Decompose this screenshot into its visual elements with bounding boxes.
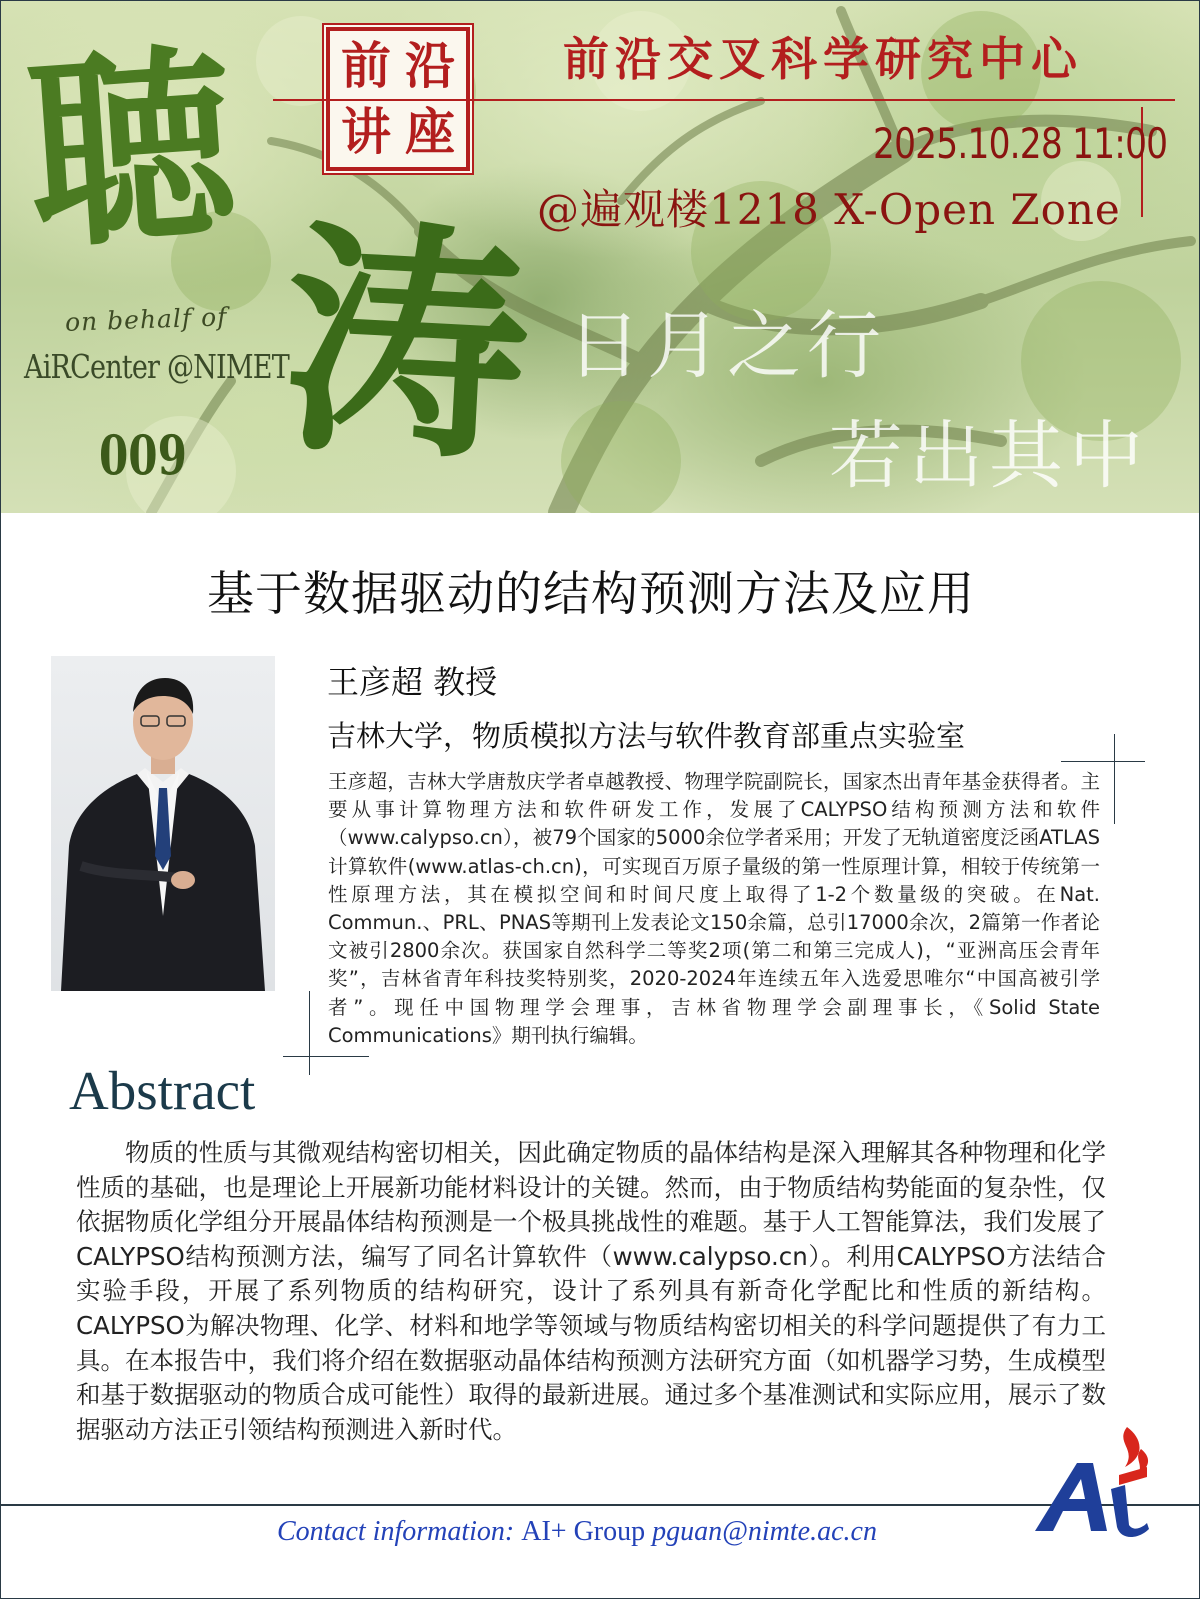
contact-label: Contact information: [277, 1516, 515, 1547]
contact-info [277, 1516, 877, 1548]
calligraphy-char-tao: 涛 [275, 194, 536, 496]
divider-line [273, 99, 1175, 101]
crosshair-decoration-h [1061, 761, 1145, 762]
organization-title: 前沿交叉科学研究中心 [563, 32, 1083, 86]
on-behalf-text: on behalf of [64, 302, 228, 337]
event-venue: @遍观楼1218 X-Open Zone [537, 185, 1121, 234]
center-name: AiRCenter @NIMET [24, 347, 289, 386]
speaker-name: 王彦超 教授 [327, 663, 498, 701]
seal-char: 前 [341, 36, 391, 95]
poem-line-2: 若出其中 [829, 413, 1149, 499]
speaker-photo [51, 656, 275, 991]
speaker-affiliation: 吉林大学，物质模拟方法与软件教育部重点实验室 [327, 719, 966, 753]
poem-line-1: 日月之行 [567, 303, 887, 389]
seal-char: 座 [405, 102, 455, 161]
speaker-bio: 王彦超，吉林大学唐敖庆学者卓越教授、物理学院副院长，国家杰出青年基金获得者。主要从事计算物理方法和软件研发工作，发展了CALYPSO结构预测方法和软件（www.calypso.cn），被79个国家的5000余位学者采用；开发了无轨道密度泛函ATLAS计算软件(www.atlas-ch.cn)，可实现百万原子量级的第一性原理计算，相较于传统第一性原理方法，其在模拟空间和时间尺度上取得了1-2个数量级的突破。在Nat. Commun.、PRL、PNAS等期刊上发表论文150余篇，总引17000余次，2篇第一作者论文被引2800余次。获国家自然科学二等奖2项(第二和第三完成人)，“亚洲高压会青年奖”，吉林省青年科技奖特别奖，2020-2024年连续五年入选爱思唯尔“中国高被引学者”。现任中国物理学会理事，吉林省物理学会副理事长，《Solid State Communications》期刊执行编辑。 [328, 770, 1100, 1047]
issue-number: 009 [99, 423, 187, 487]
header-banner [1, 1, 1199, 513]
speaker-portrait-illustration [51, 656, 275, 991]
calligraphy-char-ting: 聴 [20, 24, 243, 278]
crosshair-decoration-h [283, 1056, 369, 1057]
abstract-body: 物质的性质与其微观结构密切相关，因此确定物质的晶体结构是深入理解其各种物理和化学性质的基础，也是理论上开展新功能材料设计的关键。然而，由于物质结构势能面的复杂性，仅依据物质化学组分开展晶体结构预测是一个极具挑战性的难题。基于人工智能算法，我们发展了CALYPSO结构预测方法，编写了同名计算软件（www.calypso.cn）。利用CALYPSO方法结合实验手段，开展了系列物质的结构研究，设计了系列具有新奇化学配比和性质的新结构。CALYPSO为解决物理、化学、材料和地学等领域与物质结构密切相关的科学问题提供了有力工具。在本报告中，我们将介绍在数据驱动晶体结构预测方法研究方面（如机器学习势，生成模型和基于数据驱动的物质合成可能性）取得的最新进展。通过多个基准测试和实际应用，展示了数据驱动方法正引领结构预测进入新时代。 [76, 1138, 1106, 1444]
contact-group: AI+ Group [521, 1516, 646, 1547]
footer-divider [1, 1504, 1199, 1506]
ai-plus-logo [1029, 1419, 1157, 1541]
abstract-heading: Abstract [69, 1060, 256, 1121]
contact-email[interactable]: pguan@nimte.ac.cn [652, 1516, 877, 1547]
talk-title: 基于数据驱动的结构预测方法及应用 [207, 567, 975, 622]
crosshair-decoration-v [1114, 734, 1115, 824]
seal-char: 讲 [341, 102, 391, 161]
crosshair-decoration-v [309, 991, 310, 1075]
event-datetime: 2025.10.28 11:00 [873, 119, 1168, 168]
seal-char: 沿 [405, 36, 455, 95]
